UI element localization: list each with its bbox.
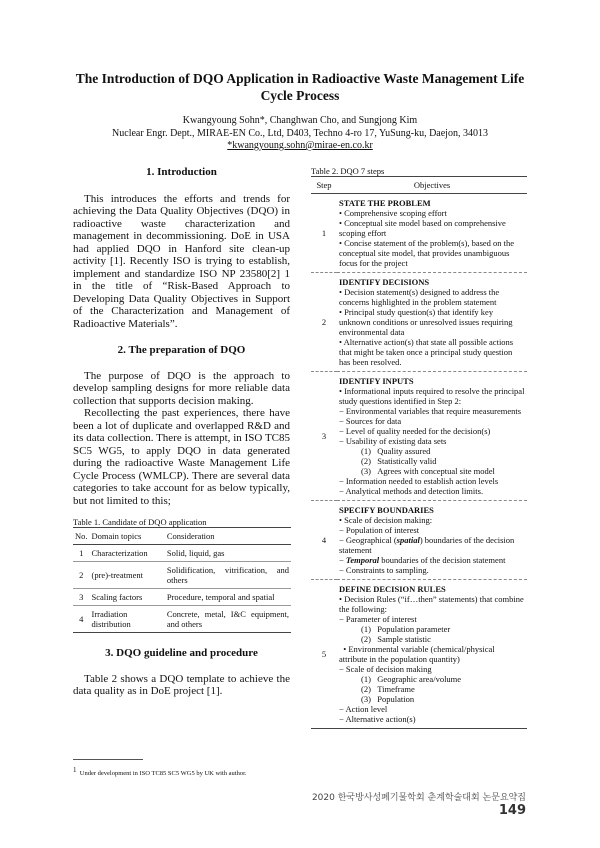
table-cell: 1 <box>73 545 90 562</box>
right-column <box>311 166 527 729</box>
table-row <box>73 545 291 562</box>
table-row <box>311 501 527 580</box>
table-row <box>73 589 291 606</box>
table-row <box>73 606 291 633</box>
table-row <box>73 562 291 589</box>
table-row <box>311 580 527 729</box>
step-line: − Analytical methods and detection limits. <box>339 486 484 496</box>
step-line: − Usability of existing data sets <box>339 436 447 446</box>
step-subline: (2) Sample statistic <box>361 634 431 644</box>
text-span: − Geographical ( <box>339 535 397 545</box>
section-heading-introduction: 1. Introduction <box>146 166 217 178</box>
table1-caption: Table 1. Candidate of DQO application <box>73 517 207 527</box>
step-title: STATE THE PROBLEM <box>339 198 431 208</box>
step-objectives <box>337 580 527 729</box>
table-cell: Procedure, temporal and spatial <box>165 589 291 606</box>
step-line: − Level of quality needed for the decision(s) <box>339 426 491 436</box>
step-line: • Environmental variable (chemical/physical attribute in the population quantity) <box>339 644 495 664</box>
step-number: 5 <box>311 580 337 729</box>
step-subline: (1) Population parameter <box>361 624 451 634</box>
table-cell: 4 <box>73 606 90 633</box>
step-title: IDENTIFY INPUTS <box>339 376 414 386</box>
table-cell: Characterization <box>90 545 165 562</box>
step-objectives <box>337 501 527 580</box>
step-objectives <box>337 372 527 501</box>
step-subline: (3) Agrees with conceptual site model <box>361 466 495 476</box>
table-cell: Solidification, vitrification, and others <box>165 562 291 589</box>
step-line: • Decision Rules (“if…then” statements) that combine the following: <box>339 594 524 614</box>
step-number: 1 <box>311 194 337 273</box>
step-line: − Constraints to sampling. <box>339 565 429 575</box>
preparation-paragraph-2: Recollecting the past experiences, there have been a lot of duplicate and overlapped R&D and its data collection. There is attempt, in ISO TC85 SC5 WG5, to apply DQO in data generated during the radioactive Waste Management Life Cycle Process (WMLCP). There are several data categories to take account for as below typically, but not limited to this; <box>73 407 290 507</box>
table-row <box>311 273 527 372</box>
table-row <box>311 194 527 273</box>
author-affiliation: Nuclear Engr. Dept., MIRAE-EN Co., Ltd, D403, Techno 4-ro 17, YuSung-ku, Daejon, 34013 <box>112 127 488 139</box>
text-span: ) boundaries of the decision statement <box>339 535 515 555</box>
step-line: • Conceptual site model based on comprehensive scoping effort <box>339 218 506 238</box>
table-cell: Scaling factors <box>90 589 165 606</box>
left-column <box>73 166 290 698</box>
table1-header-no: No. <box>73 528 90 545</box>
step-subline: (2) Statistically valid <box>361 456 437 466</box>
step-objectives <box>337 273 527 372</box>
table2 <box>311 176 527 729</box>
step-number: 4 <box>311 501 337 580</box>
step-line: − Action level <box>339 704 388 714</box>
table-cell: 2 <box>73 562 90 589</box>
step-line: − Alternative action(s) <box>339 714 416 724</box>
step-line: • Alternative action(s) that state all possible actions that might be taken once a principal study question has been resolved. <box>339 337 514 367</box>
step-line: − Parameter of interest <box>339 614 417 624</box>
step-subline: (2) Timeframe <box>361 684 415 694</box>
intro-paragraph: This introduces the efforts and trends for achieving the Data Quality Objectives (DQO) in radioactive waste characterization and management in decommissioning. DoE in USA had applied DQO in Hanford site clean-up activity [1]. Recently ISO is trying to establish, implement and standardize ISO NP 23580[2] 1 in the title of “Risk-Based Approach to Developing Data Quality Objectives in Support of the Characterization and Management of Radioactive Materials”. <box>73 192 290 330</box>
section-heading-preparation: 2. The preparation of DQO <box>117 344 246 356</box>
step-line: • Scale of decision making: <box>339 515 433 525</box>
step-objectives <box>337 194 527 273</box>
table1-header-domain: Domain topics <box>90 528 165 545</box>
footnote-mark: 1 <box>73 766 77 774</box>
text-span: boundaries of the decision statement <box>379 555 506 565</box>
table1 <box>73 527 291 633</box>
author-names: Kwangyoung Sohn*, Changhwan Cho, and Sungjong Kim <box>182 115 418 126</box>
section-heading-guideline: 3. DQO guideline and procedure <box>105 647 258 659</box>
emphasis-spatial: spatial <box>396 535 420 545</box>
table-cell: Irradiation distribution <box>90 606 165 633</box>
step-title: DEFINE DECISION RULES <box>339 584 446 594</box>
step-line: • Concise statement of the problem(s), based on the conceptual site model, that provides unambiguous focus for the project <box>339 238 515 268</box>
table2-header-objectives: Objectives <box>337 177 527 194</box>
step-subline: (1) Geographic area/volume <box>361 674 462 684</box>
footer-proceedings: 2020 한국방사성폐기물학회 춘계학술대회 논문요약집 <box>311 793 526 803</box>
step-line: − Environmental variables that require measurements <box>339 406 522 416</box>
text-span: − <box>339 555 346 565</box>
paper-title: The Introduction of DQO Application in Radioactive Waste Management Life Cycle Process <box>75 71 525 103</box>
guideline-paragraph: Table 2 shows a DQO template to achieve the data quality as in DoE project [1]. <box>73 672 290 697</box>
step-line: • Informational inputs required to resolve the principal study questions identified in Step 2: <box>339 386 525 406</box>
step-line: − Population of interest <box>339 525 420 535</box>
step-line-geographical <box>339 535 525 555</box>
footnote <box>73 766 247 777</box>
preparation-paragraph-1: The purpose of DQO is the approach to develop sampling designs for more reliable data collection that supports decision making. <box>73 369 290 407</box>
emphasis-temporal: Temporal <box>345 555 380 565</box>
step-line: − Scale of decision making <box>339 664 432 674</box>
step-number: 3 <box>311 372 337 501</box>
step-subline: (1) Quality assured <box>361 446 431 456</box>
table2-caption: Table 2. DQO 7 steps <box>311 166 385 176</box>
step-line: • Decision statement(s) designed to address the concerns highlighted in the problem statement <box>339 287 500 307</box>
table-cell: (pre)-treatment <box>90 562 165 589</box>
table-row <box>311 372 527 501</box>
footnote-text: Under development in ISO TC85 SC5 WG5 by UK with author. <box>79 770 247 778</box>
step-title: IDENTIFY DECISIONS <box>339 277 430 287</box>
step-line-temporal <box>339 555 525 565</box>
step-line: • Principal study question(s) that identify key unknown conditions or unresolved issues requiring environmental data <box>339 307 513 337</box>
page-number: 149 <box>498 803 526 818</box>
table2-header-step: Step <box>311 177 337 194</box>
step-line: − Information needed to establish action levels <box>339 476 499 486</box>
footnote-rule <box>73 759 143 760</box>
author-block <box>60 115 540 153</box>
step-line: • Comprehensive scoping effort <box>339 208 447 218</box>
step-title: SPECIFY BOUNDARIES <box>339 505 434 515</box>
table-cell: Solid, liquid, gas <box>165 545 291 562</box>
author-email[interactable]: *kwangyoung.sohn@mirae-en.co.kr <box>227 140 373 151</box>
step-number: 2 <box>311 273 337 372</box>
table-cell: Concrete, metal, I&C equipment, and others <box>165 606 291 633</box>
page-footer <box>300 790 526 818</box>
step-subline: (3) Population <box>361 694 415 704</box>
table-cell: 3 <box>73 589 90 606</box>
step-line: − Sources for data <box>339 416 402 426</box>
table1-header-consideration: Consideration <box>165 528 291 545</box>
